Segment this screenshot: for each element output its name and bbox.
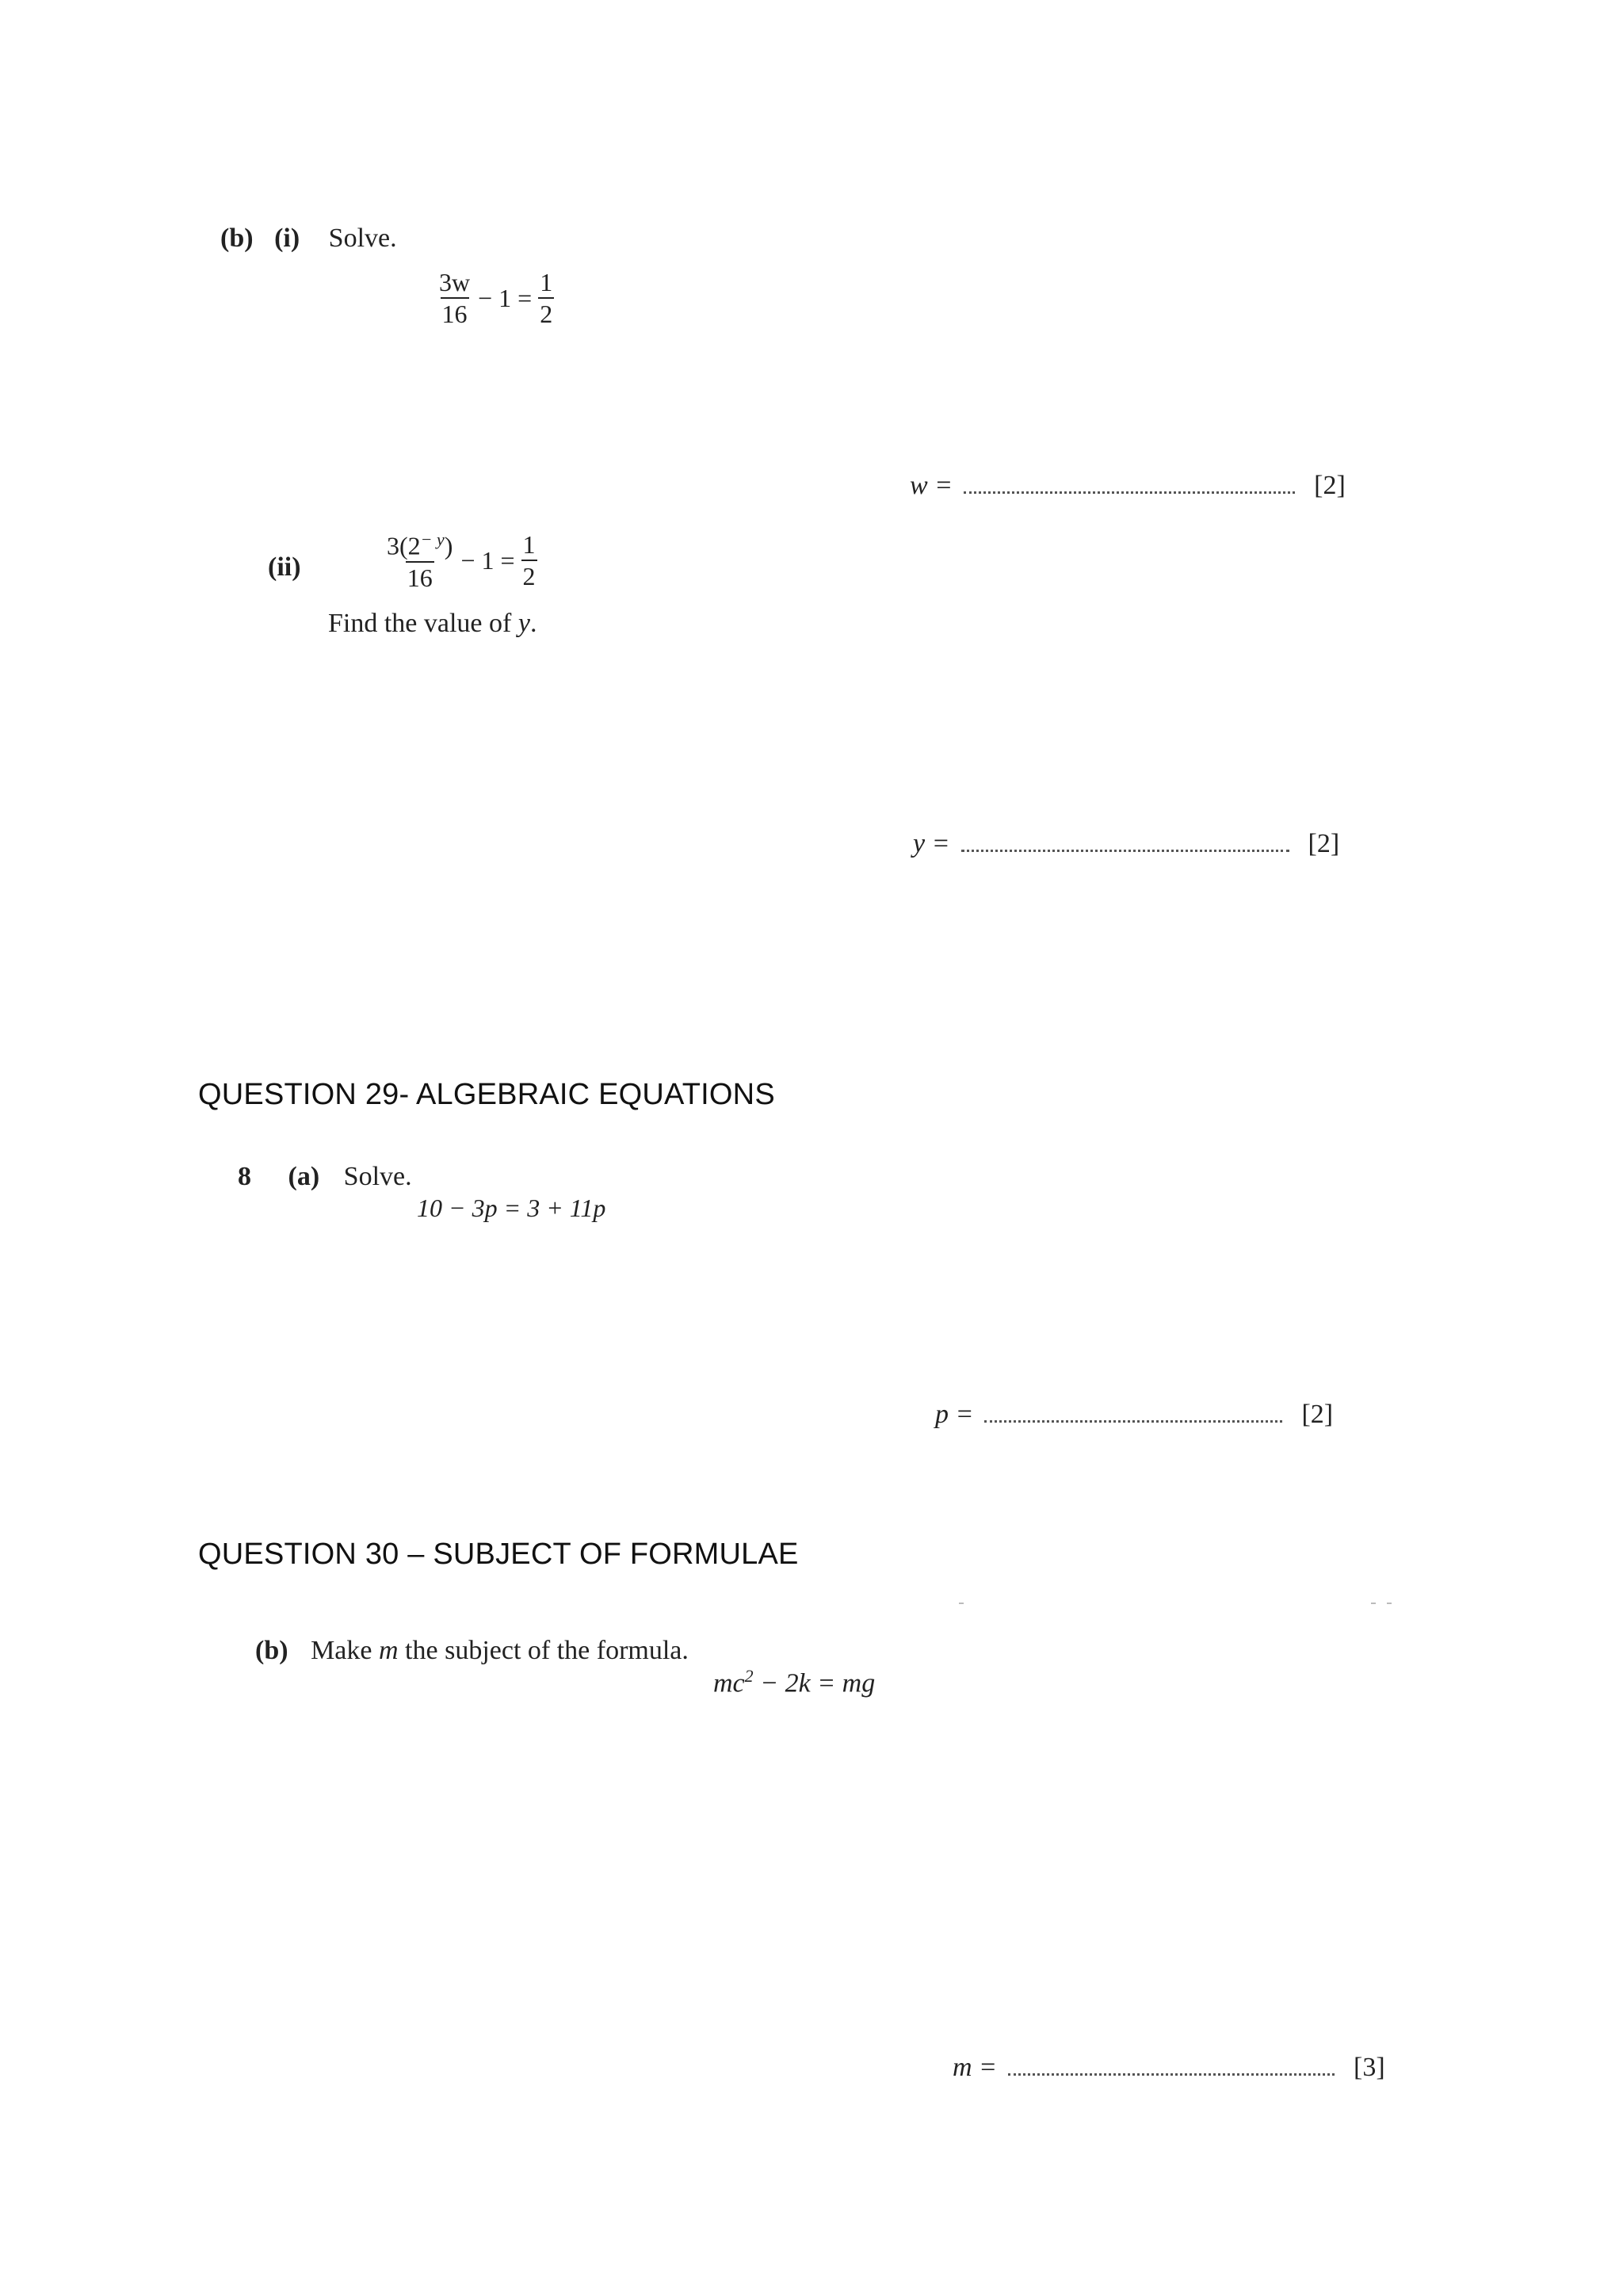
marks-label: [3] <box>1354 2053 1385 2082</box>
exponent: − y <box>420 529 445 549</box>
question-30b-line <box>255 1636 689 1666</box>
fraction-numerator-close: ) <box>444 531 453 560</box>
fraction-denominator: 2 <box>521 560 537 589</box>
marks-label: [2] <box>1314 471 1346 500</box>
fraction-denominator: 16 <box>441 297 469 327</box>
instruction-text: Find the value of <box>328 609 518 638</box>
answer-blank[interactable] <box>961 850 1289 852</box>
formula-equation <box>713 1666 875 1698</box>
equation-middle: − 1 = <box>460 545 515 575</box>
fraction-denominator: 16 <box>406 561 434 590</box>
equation-y <box>385 531 537 590</box>
fraction-one-half <box>538 269 554 327</box>
scan-mark <box>1371 1603 1376 1604</box>
question-29-heading: QUESTION 29- ALGEBRAIC EQUATIONS <box>198 1078 775 1111</box>
answer-blank[interactable] <box>964 491 1295 494</box>
question-number: 8 <box>238 1162 251 1191</box>
instruction-period: . <box>529 609 537 638</box>
subpart-label-ii: (ii) <box>268 552 301 582</box>
question-30-heading: QUESTION 30 – SUBJECT OF FORMULAE <box>198 1538 799 1571</box>
part-label: (a) <box>288 1162 320 1191</box>
formula-exponent: 2 <box>744 1666 754 1686</box>
instruction-text: Solve. <box>328 223 397 253</box>
instruction-text: Make <box>311 1636 379 1665</box>
instruction-variable: y <box>517 609 530 638</box>
question-8a-line <box>238 1162 412 1192</box>
scan-mark <box>1387 1603 1392 1604</box>
formula-right: − 2k = mg <box>753 1668 876 1698</box>
marks-label: [2] <box>1301 1400 1334 1429</box>
answer-variable: w = <box>910 471 953 500</box>
fraction-exponential-16 <box>385 531 454 590</box>
subpart-label: (i) <box>274 223 300 253</box>
fraction-numerator: 1 <box>522 530 536 560</box>
formula-left: mc <box>713 1668 745 1698</box>
answer-variable: y = <box>913 829 950 858</box>
answer-blank[interactable] <box>1008 2073 1335 2076</box>
answer-line-m <box>953 2053 1385 2083</box>
answer-line-p <box>935 1400 1333 1430</box>
answer-line-w <box>910 471 1346 501</box>
equation-middle: − 1 = <box>478 283 533 312</box>
answer-variable: m = <box>953 2053 997 2082</box>
marks-label: [2] <box>1308 829 1340 858</box>
fraction-numerator: 3(2 <box>387 531 421 560</box>
scan-mark <box>959 1603 964 1604</box>
instruction-variable: m <box>378 1636 399 1665</box>
answer-line-y <box>913 829 1339 859</box>
instruction-text: Solve. <box>343 1162 412 1191</box>
answer-variable: p = <box>935 1400 974 1429</box>
part-label: (b) <box>255 1636 288 1665</box>
fraction-3w-16 <box>437 269 472 327</box>
equation-w <box>437 269 554 327</box>
fraction-numerator: 3w <box>439 268 471 296</box>
instruction-find-y <box>328 609 537 639</box>
fraction-one-half <box>521 532 537 589</box>
answer-blank[interactable] <box>984 1420 1282 1423</box>
fraction-numerator: 1 <box>540 268 553 296</box>
part-b-question-line <box>220 223 397 254</box>
instruction-text-end: the subject of the formula. <box>398 1636 689 1665</box>
part-label: (b) <box>220 223 254 253</box>
fraction-denominator: 2 <box>538 297 554 327</box>
equation-p: 10 − 3p = 3 + 11p <box>417 1194 606 1222</box>
